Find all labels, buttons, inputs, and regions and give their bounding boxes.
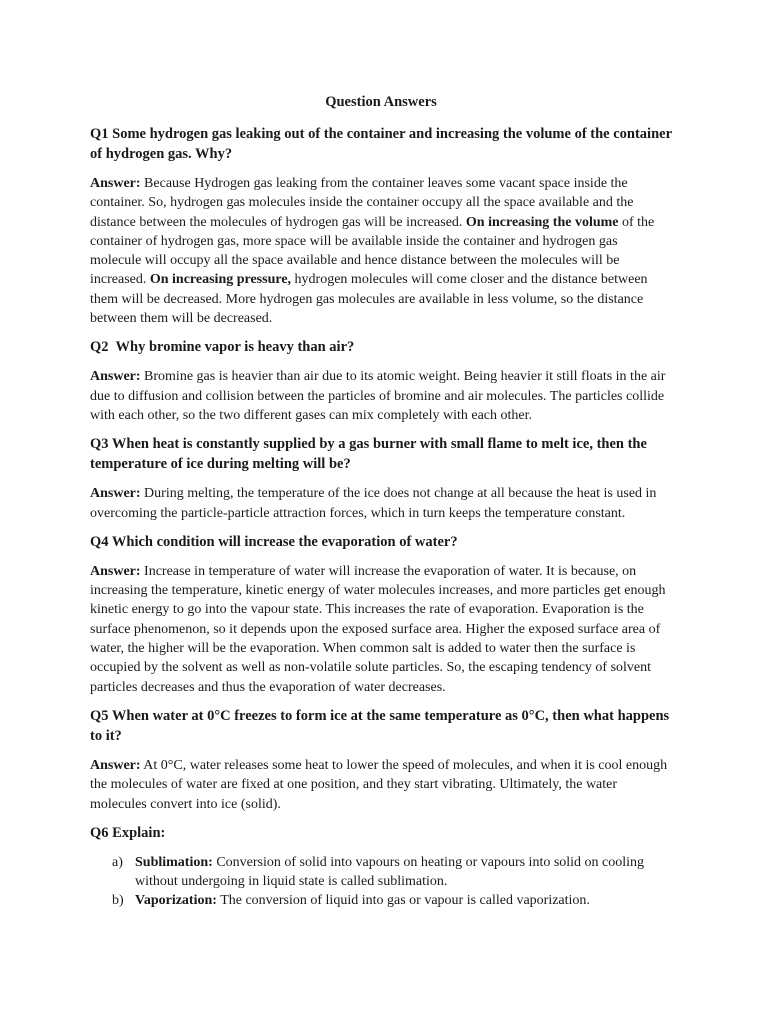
definition-term: Sublimation: [135, 854, 213, 870]
answer-label: Answer: [90, 369, 141, 385]
answer-1 [90, 174, 672, 328]
list-marker: a) [112, 854, 123, 870]
answer-label: Answer: [90, 757, 141, 773]
question-1: Q1 Some hydrogen gas leaking out of the container and increasing the volume of the container of hydrogen gas. Why? [90, 126, 672, 162]
answer-1-text-part3: hydrogen molecules will come closer and the distance between them will be decreased. More hydrogen gas molecules are available in less volume, so the distance between them will be decreased. [90, 272, 648, 327]
document-content [90, 92, 672, 911]
answer-5-text: At 0°C, water releases some heat to lower the speed of molecules, and when it is cool enough the molecules of water are fixed at one position, and they start vibrating. Ultimately, the water molecules convert into ice (solid). [90, 757, 668, 812]
question-6: Q6 Explain: [90, 824, 166, 841]
answer-label: Answer: [90, 176, 141, 191]
definition-list [90, 853, 672, 911]
answer-1-bold-pressure: On increasing pressure, [149, 272, 292, 288]
list-marker: b) [112, 893, 124, 909]
question-2: Q2 Why bromine vapor is heavy than air? [90, 339, 355, 356]
answer-4-text: Increase in temperature of water will increase the evaporation of water. It is because, on increasing the temperature, kinetic energy of water molecules increases, and more particles get enough kinetic energy to go into the vapour state. This increases the rate of evaporation. Evaporation is the surface phenomenon, so it depends upon the exposed surface area. Higher the exposed surface area of water, the higher will be the evaporation. When common salt is added to water then the surface is occupied by the solvent as well as non-volatile solute particles. So, the escaping tendency of solvent particles decreases and thus the evaporation of water decreases. [90, 563, 666, 695]
answer-1-text-part1: Because Hydrogen gas leaking from the container leaves some vacant space inside the container. So, hydrogen gas molecules inside the container occupy all the space available and the distance between the molecules of hydrogen gas will be increased. [90, 176, 634, 230]
definition-text: The conversion of liquid into gas or vapour is called vaporization. [220, 893, 590, 909]
answer-4 [90, 562, 672, 697]
page-title: Question Answers [325, 94, 437, 110]
question-5: Q5 When water at 0°C freezes to form ice at the same temperature as 0°C, then what happens to it? [90, 707, 670, 744]
answer-2 [90, 367, 672, 425]
question-4: Q4 Which condition will increase the evaporation of water? [90, 533, 458, 550]
answer-3 [90, 484, 672, 523]
answer-5 [90, 756, 672, 814]
definition-term: Vaporization: [135, 893, 217, 909]
definition-item-vaporization [90, 891, 672, 910]
question-3: Q3 When heat is constantly supplied by a gas burner with small flame to melt ice, then the temperature of ice during melting will be? [90, 436, 647, 473]
answer-3-text: During melting, the temperature of the ice does not change at all because the heat is used in overcoming the particle-particle attraction forces, which in turn keeps the temperature constant. [90, 486, 657, 521]
answer-label: Answer: [90, 563, 141, 579]
answer-1-text-part2: of the container of hydrogen gas, more space will be available inside the container and hydrogen gas molecule will occupy all the space available and hence distance between the molecules will be increased. [90, 214, 655, 288]
answer-2-text: Bromine gas is heavier than air due to its atomic weight. Being heavier it still floats in the air due to diffusion and collision between the particles of bromine and air molecules. The particles collide with each other, so the two different gases can mix completely with each other. [90, 369, 666, 423]
definition-item-sublimation [90, 853, 672, 892]
definition-text: Conversion of solid into vapours on heating or vapours into solid on cooling without undergoing in liquid state is called sublimation. [135, 854, 645, 890]
answer-label: Answer: [90, 486, 141, 502]
answer-1-bold-volume: On increasing the volume [465, 214, 619, 230]
